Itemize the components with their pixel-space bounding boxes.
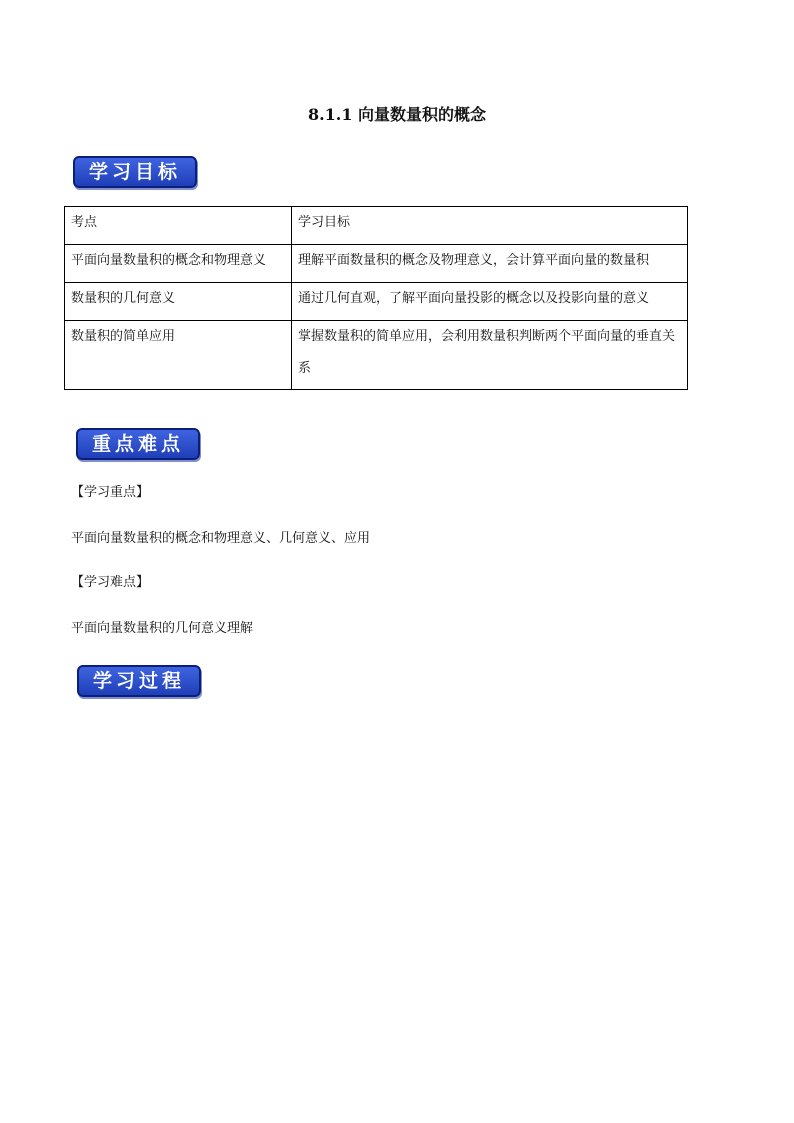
- goals-table: [64, 206, 688, 390]
- table-cell: 数量积的简单应用: [65, 321, 292, 390]
- section-banner-process: 学习过程: [77, 665, 201, 697]
- focus-text: 平面向量数量积的概念和物理意义、几何意义、应用: [71, 531, 371, 546]
- table-cell: 掌握数量积的简单应用，会利用数量积判断两个平面向量的垂直关系: [292, 321, 688, 390]
- table-cell: 数量积的几何意义: [65, 283, 292, 321]
- table-header-cell: 考点: [65, 207, 292, 245]
- section-banner-key-points: 重点难点: [76, 428, 200, 460]
- focus-label: 【学习重点】: [71, 485, 150, 500]
- page-title: 8.1.1 向量数量积的概念: [307, 105, 487, 124]
- table-row: [65, 283, 688, 321]
- difficulty-text: 平面向量数量积的几何意义理解: [71, 621, 254, 636]
- table-cell: 平面向量数量积的概念和物理意义: [65, 245, 292, 283]
- table-header-cell: 学习目标: [292, 207, 688, 245]
- table-header-row: [65, 207, 688, 245]
- table-cell: 理解平面数量积的概念及物理意义，会计算平面向量的数量积: [292, 245, 688, 283]
- section-banner-goals: 学习目标: [73, 156, 197, 188]
- table-cell: 通过几何直观，了解平面向量投影的概念以及投影向量的意义: [292, 283, 688, 321]
- difficulty-label: 【学习难点】: [71, 575, 150, 590]
- table-row: [65, 245, 688, 283]
- table-row: [65, 321, 688, 390]
